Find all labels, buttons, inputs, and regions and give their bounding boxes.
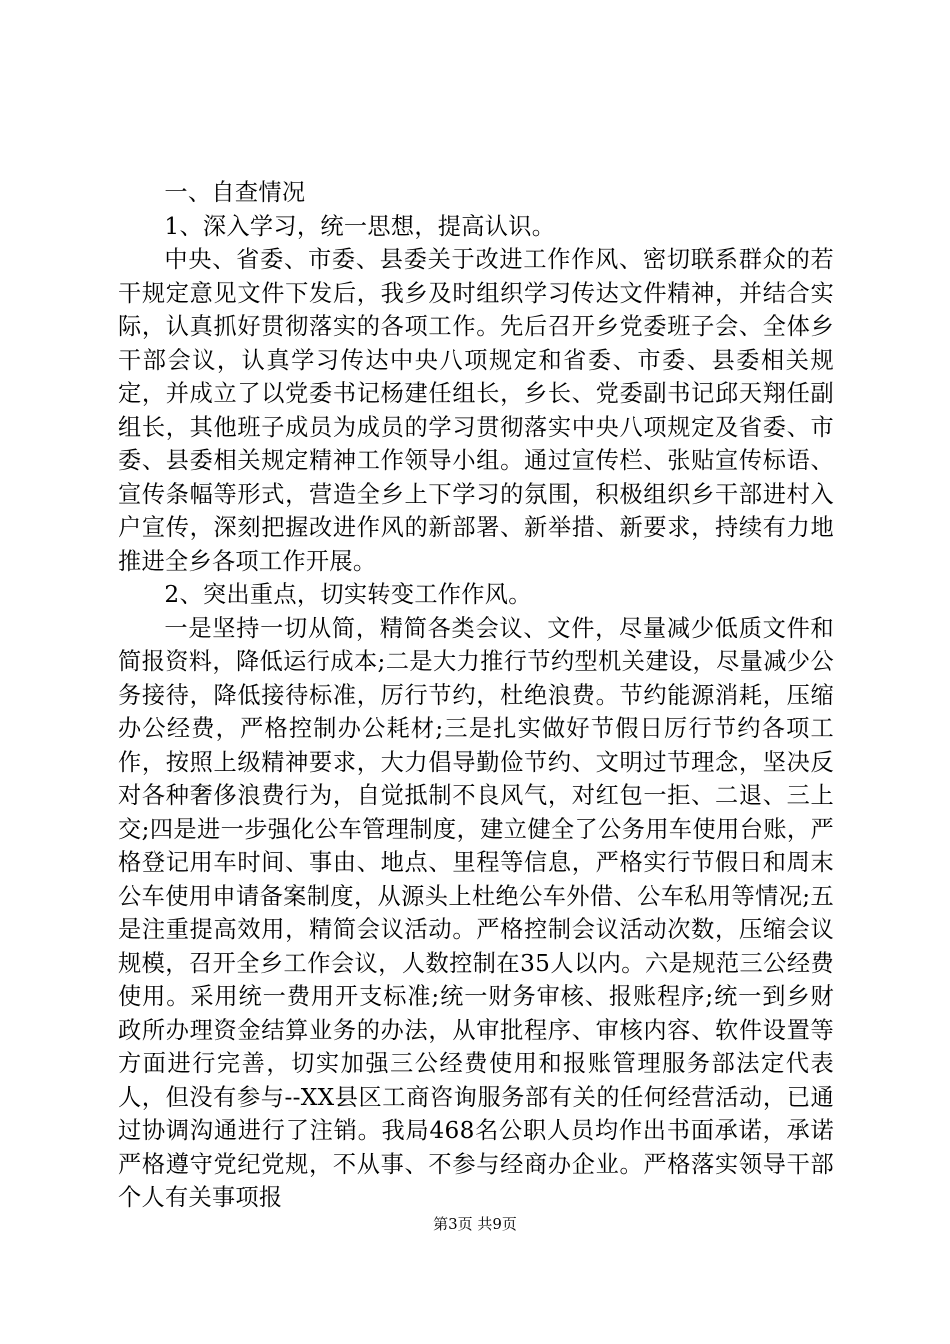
section-heading: 一、自查情况	[164, 179, 306, 206]
document-body	[118, 176, 834, 1215]
subheading-2: 2、突出重点，切实转变工作作风。	[164, 581, 532, 608]
subheading-1: 1、深入学习，统一思想，提高认识。	[164, 212, 556, 240]
body-paragraph-2: 一是坚持一切从简，精简各类会议、文件，尽量减少低质文件和简报资料，降低运行成本;二是大力推行节约型机关建设，尽量减少公务接待，降低接待标准，厉行节约，杜绝浪费。节约能源消耗，压缩办公经费，严格控制办公耗材;三是扎实做好节假日厉行节约各项工作，按照上级精神要求，大力倡导勤俭节约、文明过节理念，坚决反对各种奢侈浪费行为，自觉抵制不良风气，对红包一拒、二退、三上交;四是进一步强化公车管理制度，建立健全了公务用车使用台账，严格登记用车时间、事由、地点、里程等信息，严格实行节假日和周末公车使用申请备案制度，从源头上杜绝公车外借、公车私用等情况;五是注重提高效用，精简会议活动。严格控制会议活动次数，压缩会议规模，召开全乡工作会议，人数控制在35人以内。六是规范三公经费使用。采用统一费用开支标准;统一财务审核、报账程序;统一到乡财政所办理资金结算业务的办法，从审批程序、审核内容、软件设置等方面进行完善，切实加强三公经费使用和报账管理服务部法定代表人，但没有参与--XX县区工商咨询服务部有关的任何经营活动，已通过协调沟通进行了注销。我局468名公职人员均作出书面承诺，承诺严格遵守党纪党规，不从事、不参与经商办企业。严格落实领导干部个人有关事项报	[118, 614, 834, 1211]
body-paragraph-1: 中央、省委、市委、县委关于改进工作作风、密切联系群众的若干规定意见文件下发后，我乡及时组织学习传达文件精神，并结合实际，认真抓好贯彻落实的各项工作。先后召开乡党委班子会、全体乡干部会议，认真学习传达中央八项规定和省委、市委、县委相关规定，并成立了以党委书记杨建任组长，乡长、党委副书记邱天翔任副组长，其他班子成员为成员的学习贯彻落实中央八项规定及省委、市委、县委相关规定精神工作领导小组。通过宣传栏、张贴宣传标语、宣传条幅等形式，营造全乡上下学习的氛围，积极组织乡干部进村入户宣传，深刻把握改进作风的新部署、新举措、新要求，持续有力地推进全乡各项工作开展。	[118, 246, 834, 575]
page-footer: 第3页 共9页	[433, 1215, 517, 1233]
